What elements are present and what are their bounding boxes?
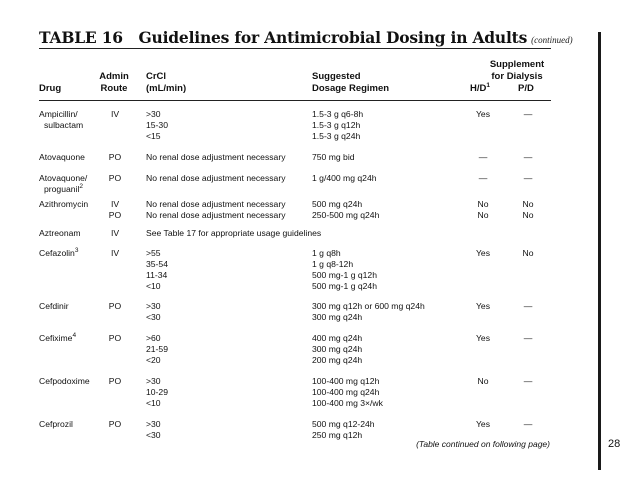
header-hd-sup: 1 bbox=[486, 81, 490, 89]
cell-hd-line: Yes bbox=[475, 109, 491, 119]
cell-drug-line-wrap bbox=[39, 333, 76, 344]
cell-drug-line: Cefdinir bbox=[39, 301, 69, 311]
cell-regimen-line: 300 mg q24h bbox=[312, 312, 363, 322]
header-supplement-line1: Supplement bbox=[489, 59, 545, 70]
cell-regimen-line: 750 mg bid bbox=[312, 152, 355, 162]
cell-hd-line: Yes bbox=[475, 301, 491, 311]
cell-crcl-line: <30 bbox=[146, 312, 161, 322]
cell-hd bbox=[470, 376, 496, 387]
cell-pd-line: No bbox=[522, 210, 534, 220]
cell-crcl-line: >30 bbox=[146, 376, 161, 386]
cell-crcl-line: 15-30 bbox=[146, 120, 168, 130]
header-rule bbox=[39, 100, 551, 101]
cell-drug-line: Cefprozil bbox=[39, 419, 73, 429]
header-regimen bbox=[312, 71, 389, 95]
cell-route-line: PO bbox=[108, 173, 122, 183]
footnote-marker: 3 bbox=[74, 247, 79, 255]
cell-hd bbox=[470, 248, 496, 259]
cell-route-line: PO bbox=[108, 419, 122, 429]
cell-drug-line: Atovaquone/ bbox=[39, 173, 88, 183]
cell-crcl bbox=[146, 173, 286, 184]
cell-regimen-line: 300 mg q12h or 600 mg q24h bbox=[312, 301, 425, 311]
cell-crcl-line: <30 bbox=[146, 430, 161, 440]
cell-drug-line: Cefazolin bbox=[39, 248, 75, 258]
cell-drug bbox=[39, 109, 83, 131]
cell-drug bbox=[39, 419, 73, 430]
cell-crcl-line: 21-59 bbox=[146, 344, 168, 354]
cell-regimen-line: 500 mg-1 g q12h bbox=[312, 270, 377, 280]
page-number: 28 bbox=[608, 438, 621, 450]
cell-hd-line: Yes bbox=[475, 333, 491, 343]
header-hd bbox=[470, 83, 490, 95]
cell-pd-line: — bbox=[523, 301, 533, 311]
cell-crcl-line: <20 bbox=[146, 355, 161, 365]
cell-regimen-line: 100-400 mg q12h bbox=[312, 376, 380, 386]
cell-route-line: PO bbox=[108, 152, 122, 162]
cell-drug-line: Cefpodoxime bbox=[39, 376, 90, 386]
cell-hd-line: No bbox=[477, 376, 489, 386]
cell-drug-line: Ampicillin/ bbox=[39, 109, 78, 119]
cell-route bbox=[104, 419, 126, 430]
cell-regimen-line: 400 mg q24h bbox=[312, 333, 363, 343]
cell-drug bbox=[39, 152, 85, 163]
cell-drug-line: Atovaquone bbox=[39, 152, 85, 162]
page-side-rule bbox=[598, 32, 601, 470]
cell-crcl-line: See Table 17 for appropriate usage guidelines bbox=[146, 228, 322, 238]
cell-hd-line: No bbox=[477, 210, 489, 220]
cell-crcl-line: >55 bbox=[146, 248, 161, 258]
table-continued-note: (Table continued on following page) bbox=[416, 439, 550, 449]
cell-route bbox=[104, 333, 126, 344]
cell-drug bbox=[39, 333, 76, 344]
cell-crcl bbox=[146, 199, 286, 221]
cell-regimen-line: 500 mg q12-24h bbox=[312, 419, 375, 429]
cell-drug-line: sulbactam bbox=[44, 120, 84, 130]
header-regimen-line2: Dosage Regimen bbox=[312, 83, 390, 94]
cell-regimen bbox=[312, 301, 425, 323]
cell-route-line: IV bbox=[110, 199, 120, 209]
header-regimen-line1: Suggested bbox=[312, 71, 361, 82]
cell-route bbox=[104, 152, 126, 163]
cell-drug-line: Cefixime bbox=[39, 333, 73, 343]
cell-crcl bbox=[146, 301, 161, 323]
cell-route bbox=[104, 248, 126, 259]
cell-pd-line: — bbox=[523, 173, 533, 183]
cell-regimen-line: 250 mg q12h bbox=[312, 430, 363, 440]
cell-pd-line: No bbox=[522, 199, 534, 209]
cell-route-line: PO bbox=[108, 333, 122, 343]
footnote-marker: 4 bbox=[72, 332, 77, 340]
cell-crcl-line: <15 bbox=[146, 131, 161, 141]
cell-pd bbox=[517, 152, 539, 163]
cell-route bbox=[104, 301, 126, 312]
cell-hd bbox=[470, 419, 496, 430]
footnote-marker: 2 bbox=[79, 183, 83, 191]
cell-pd-line: — bbox=[523, 152, 533, 162]
cell-route-line: IV bbox=[110, 248, 120, 258]
cell-drug bbox=[39, 228, 81, 239]
cell-crcl bbox=[146, 419, 161, 441]
cell-regimen-line: 1 g q8-12h bbox=[312, 259, 354, 269]
cell-drug-line: Aztreonam bbox=[39, 228, 81, 238]
cell-crcl-line: No renal dose adjustment necessary bbox=[146, 152, 286, 162]
cell-regimen-line: 100-400 mg 3×/wk bbox=[312, 398, 383, 408]
header-route bbox=[92, 71, 136, 95]
cell-pd bbox=[517, 109, 539, 120]
cell-hd bbox=[470, 333, 496, 344]
cell-crcl-line: 35-54 bbox=[146, 259, 168, 269]
cell-crcl-line: No renal dose adjustment necessary bbox=[146, 199, 286, 209]
cell-regimen-line: 1.5-3 g q6-8h bbox=[312, 109, 364, 119]
cell-crcl-line: >30 bbox=[146, 109, 161, 119]
cell-regimen bbox=[312, 376, 383, 409]
cell-crcl-line: No renal dose adjustment necessary bbox=[146, 173, 286, 183]
cell-hd bbox=[470, 152, 496, 163]
cell-drug bbox=[39, 248, 78, 259]
cell-crcl bbox=[146, 152, 286, 163]
header-crcl-line2: (mL/min) bbox=[146, 83, 187, 94]
cell-regimen-line: 250-500 mg q24h bbox=[312, 210, 380, 220]
header-supplement-line2: for Dialysis bbox=[491, 71, 543, 82]
header-drug: Drug bbox=[39, 83, 62, 94]
cell-route-line: IV bbox=[110, 109, 120, 119]
cell-route bbox=[104, 376, 126, 387]
cell-route bbox=[104, 228, 126, 239]
cell-regimen bbox=[312, 199, 379, 221]
cell-route-line: PO bbox=[108, 376, 122, 386]
cell-regimen bbox=[312, 333, 362, 366]
header-crcl-line1: CrCl bbox=[146, 71, 167, 82]
cell-route-line: IV bbox=[110, 228, 120, 238]
cell-crcl bbox=[146, 248, 168, 292]
cell-regimen-line: 500 mg q24h bbox=[312, 199, 363, 209]
cell-drug-line: proguanil bbox=[44, 184, 80, 194]
cell-hd-line: Yes bbox=[475, 419, 491, 429]
cell-pd-line: No bbox=[522, 248, 534, 258]
cell-crcl-line: <10 bbox=[146, 281, 161, 291]
cell-regimen-line: 500 mg-1 g q24h bbox=[312, 281, 377, 291]
cell-crcl-line: 11-34 bbox=[146, 270, 168, 280]
cell-pd-line: — bbox=[523, 109, 533, 119]
cell-regimen-line: 1.5-3 g q24h bbox=[312, 131, 361, 141]
cell-regimen-line: 1 g q8h bbox=[312, 248, 341, 258]
cell-drug-line: Azithromycin bbox=[39, 199, 89, 209]
cell-crcl-line: >30 bbox=[146, 419, 161, 429]
cell-regimen bbox=[312, 419, 375, 441]
cell-regimen-line: 1.5-3 g q12h bbox=[312, 120, 361, 130]
cell-crcl-line: >60 bbox=[146, 333, 161, 343]
cell-route bbox=[104, 199, 126, 221]
cell-crcl-line: No renal dose adjustment necessary bbox=[146, 210, 286, 220]
header-route-line2: Route bbox=[100, 83, 128, 94]
cell-hd-line: — bbox=[478, 152, 488, 162]
cell-pd bbox=[517, 376, 539, 387]
cell-pd bbox=[517, 301, 539, 312]
cell-route bbox=[104, 109, 126, 120]
cell-drug bbox=[39, 173, 87, 195]
cell-crcl bbox=[146, 376, 168, 409]
cell-pd bbox=[517, 173, 539, 184]
cell-pd bbox=[517, 248, 539, 259]
cell-drug bbox=[39, 376, 90, 387]
cell-drug-line-wrap bbox=[39, 248, 78, 259]
cell-crcl bbox=[146, 228, 321, 239]
cell-hd bbox=[470, 199, 496, 221]
cell-hd bbox=[470, 173, 496, 184]
cell-crcl bbox=[146, 109, 168, 142]
cell-drug bbox=[39, 199, 88, 210]
cell-route-line: PO bbox=[108, 301, 122, 311]
cell-drug bbox=[39, 301, 69, 312]
cell-crcl bbox=[146, 333, 168, 366]
cell-hd bbox=[470, 109, 496, 120]
cell-regimen bbox=[312, 248, 377, 292]
cell-hd-line: — bbox=[478, 173, 488, 183]
cell-route bbox=[104, 173, 126, 184]
cell-route-line: PO bbox=[108, 210, 122, 220]
title-rule bbox=[39, 48, 551, 49]
cell-regimen-line: 200 mg q24h bbox=[312, 355, 363, 365]
cell-pd bbox=[517, 419, 539, 430]
header-pd: P/D bbox=[518, 83, 534, 94]
cell-regimen-line: 100-400 mg q24h bbox=[312, 387, 380, 397]
table-title bbox=[39, 28, 573, 48]
cell-drug-line-wrap bbox=[39, 184, 87, 195]
cell-pd bbox=[517, 333, 539, 344]
cell-regimen-line: 1 g/400 mg q24h bbox=[312, 173, 377, 183]
cell-pd-line: — bbox=[523, 419, 533, 429]
cell-hd-line: Yes bbox=[475, 248, 491, 258]
header-hd-label: H/D bbox=[470, 83, 487, 94]
cell-pd-line: — bbox=[523, 333, 533, 343]
cell-regimen bbox=[312, 109, 363, 142]
cell-hd bbox=[470, 301, 496, 312]
header-supplement bbox=[484, 59, 550, 83]
cell-crcl-line: <10 bbox=[146, 398, 161, 408]
cell-regimen bbox=[312, 152, 355, 163]
header-crcl bbox=[146, 71, 186, 95]
table-title-main: TABLE 16 Guidelines for Antimicrobial Dosing in Adults bbox=[39, 28, 528, 47]
cell-pd bbox=[517, 199, 539, 221]
table-title-continued: (continued) bbox=[531, 35, 573, 45]
cell-hd-line: No bbox=[477, 199, 489, 209]
cell-pd-line: — bbox=[523, 376, 533, 386]
cell-crcl-line: >30 bbox=[146, 301, 161, 311]
cell-regimen-line: 300 mg q24h bbox=[312, 344, 363, 354]
cell-regimen bbox=[312, 173, 377, 184]
header-route-line1: Admin bbox=[99, 71, 129, 82]
cell-crcl-line: 10-29 bbox=[146, 387, 168, 397]
